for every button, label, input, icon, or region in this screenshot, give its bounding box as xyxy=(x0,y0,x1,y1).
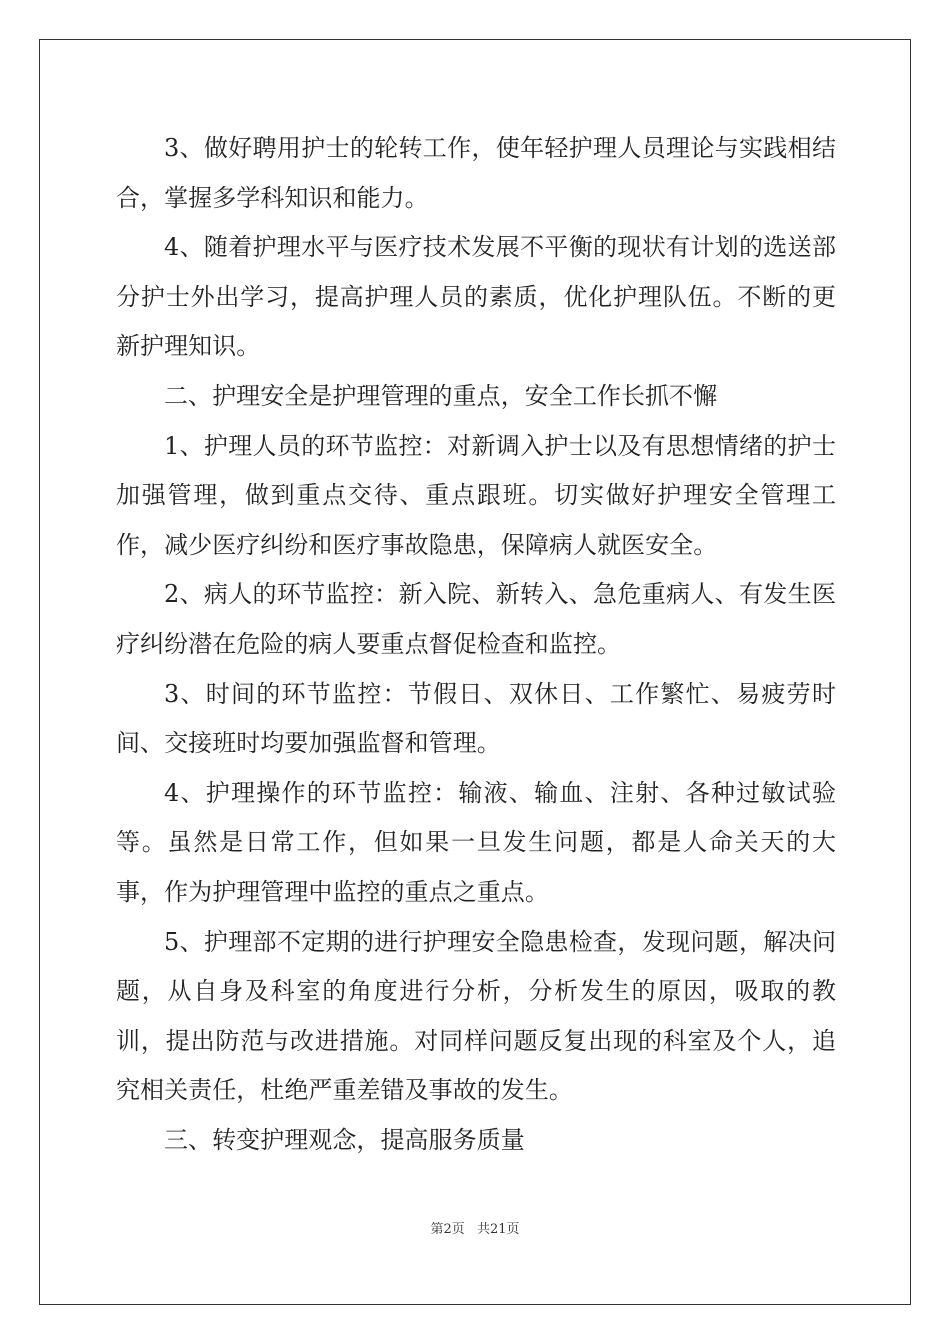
paragraph-1-staff-monitoring: 1、护理人员的环节监控：对新调入护士以及有思想情绪的护士加强管理，做到重点交待、重点跟班。切实做好护理安全管理工作，减少医疗纠纷和医疗事故隐患，保障病人就医安全。 xyxy=(116,431,836,559)
paragraph-3-time-monitoring: 3、时间的环节监控：节假日、双休日、工作繁忙、易疲劳时间、交接班时均要加强监督和管理。 xyxy=(116,679,836,758)
paragraph-5-safety-inspection: 5、护理部不定期的进行护理安全隐患检查，发现问题，解决问题，从自身及科室的角度进行分析，分析发生的原因，吸取的教训，提出防范与改进措施。对同样问题反复出现的科室及个人，追究相关责任，杜绝严重差错及事故的发生。 xyxy=(116,927,836,1105)
section-heading-2: 二、护理安全是护理管理的重点，安全工作长抓不懈 xyxy=(164,381,718,410)
page-number: 第2页 xyxy=(430,1222,465,1237)
document-body xyxy=(116,124,836,1165)
paragraph-4-training: 4、随着护理水平与医疗技术发展不平衡的现状有计划的选送部分护士外出学习，提高护理人员的素质，优化护理队伍。不断的更新护理知识。 xyxy=(116,233,836,361)
paragraph-2-patient-monitoring: 2、病人的环节监控：新入院、新转入、急危重病人、有发生医疗纠纷潜在危险的病人要重点督促检查和监控。 xyxy=(116,580,836,658)
page-total: 共21页 xyxy=(476,1222,520,1237)
section-heading-3: 三、转变护理观念，提高服务质量 xyxy=(164,1125,525,1154)
page-footer xyxy=(0,1218,950,1237)
paragraph-3-rotation: 3、做好聘用护士的轮转工作，使年轻护理人员理论与实践相结合，掌握多学科知识和能力。 xyxy=(116,134,836,212)
paragraph-4-operation-monitoring: 4、护理操作的环节监控：输液、输血、注射、各种过敏试验等。虽然是日常工作，但如果一旦发生问题，都是人命关天的大事，作为护理管理中监控的重点之重点。 xyxy=(116,778,836,906)
